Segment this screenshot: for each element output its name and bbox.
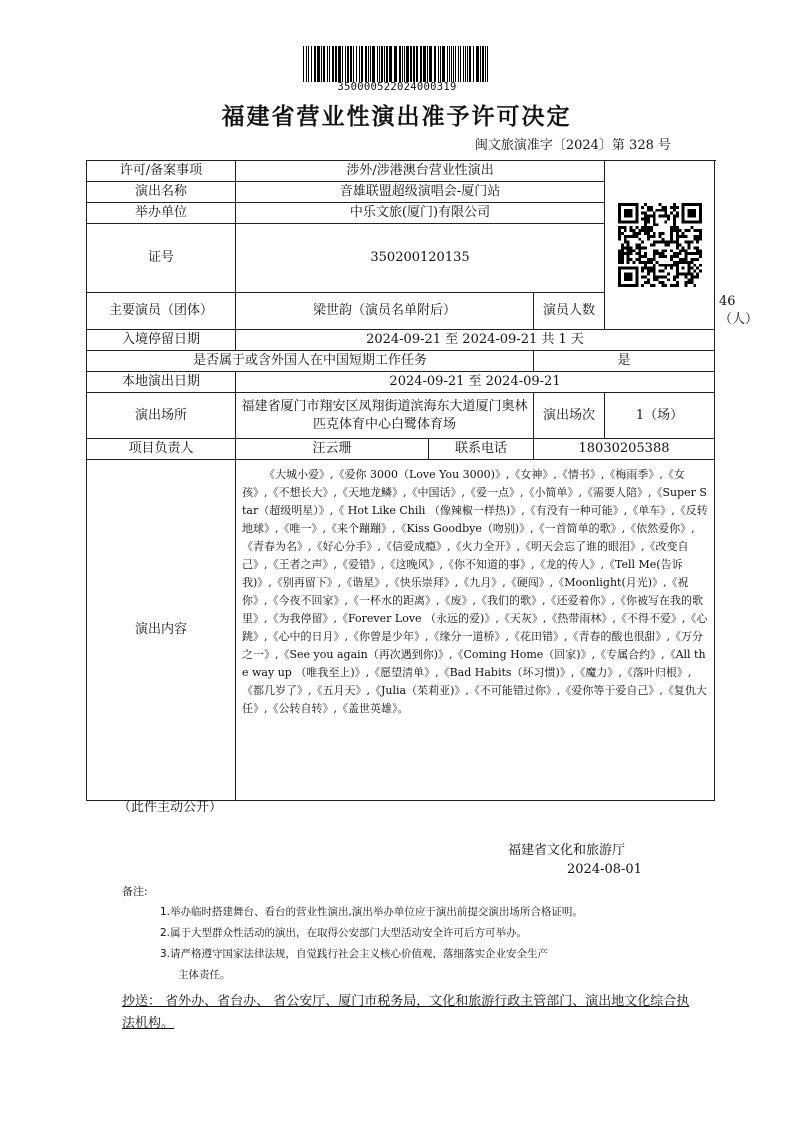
organizer-label: 举办单位 — [87, 203, 236, 224]
sessions-label: 演出场次 — [534, 393, 605, 439]
note-2: 2.属于大型群众性活动的演出，在取得公安部门大型活动安全许可后方可举办。 — [160, 927, 528, 939]
local-dates-label: 本地演出日期 — [87, 372, 236, 393]
issue-date: 2024-08-01 — [567, 862, 642, 877]
note-3: 3.请严格遵守国家法律法规，自觉践行社会主义核心价值观，落细落实企业安全生产 — [160, 948, 549, 960]
venue-label: 演出场所 — [87, 393, 236, 439]
notes-title: 备注: — [122, 885, 148, 898]
phone-label: 联系电话 — [429, 439, 534, 460]
show-name-label: 演出名称 — [87, 182, 236, 203]
cc-recipients: 抄送： 省外办、省台办、 省公安厅、厦门市税务局，文化和旅游行政主管部门、演出地文化综合执法机构。 — [122, 994, 690, 1031]
public-disclosure-note: （此件主动公开） — [118, 800, 223, 815]
barcode — [303, 46, 491, 82]
permit-table: 许可/备案事项 涉外/涉港澳台营业性演出 演出名称 音雄联盟超级演唱会-厦门站 举办单位 中乐文旅(厦门)有限公司 证号 350200120135 主要演员（团体） 梁世韵（演员名单附后） 演员人数 46（人） 入境停留日期 2024-09-21 至 2024-09-21 共 1 天 是否属于或含外国人在中国短期工作任务 是 本地演出日期 2024-09-21 至 2024-09-21 演出场所 福建省厦门市翔安区凤翔街道滨海东大道厦门奥林匹克体育中心白鹭体育场 演出场次 1（场） 项目负责人 汪云珊 联系电话 18030205388 演出内容 《大城小爱》,《爱你 3000（Love You 3000)》,《女神》,《情书》,《梅雨季》,《女孩》,《不想长大》,《天地龙鳞》,《中国话》,《爱一点》,《小简单》,《需要人陪》,《Super Star（超级明星）》,《 Hot Like Chili （像辣椒一样热)》,《有没有一种可能》,《单车》,《反转地球》,《唯一》,《来个蹦蹦》,《Kiss Goodbye（吻别)》,《一首简单的歌》,《依然爱你》,《青春为名》,《好心分手》,《信爱成瘾》,《火力全开》,《明天会忘了谁的眼泪》,《改变自己》,《王者之声》,《爱错》,《这晚风》,《你不知道的事》,《龙的传人》,《Tell Me(告诉我)》,《别再留下》,《谐星》,《快乐崇拜》,《九月》,《硬闯》,《Moonlight(月光)》,《祝你》,《今夜不回家》,《一杯水的距离》,《废》,《我们的歌》,《还爱着你》,《你被写在我的歌里》,《为我停留》,《Forever Love （永远的爱)》,《天灰》,《热带雨林》,《不得不爱》,《心跳》,《心中的日月》,《你曾是少年》,《缘分一道桥》,《花田错》,《青春的酸也很甜》,《万分之一》,《See you again（再次遇到你)》,《Coming Home（回家)》,《专属合约》,《All the way up （唯我至上)》,《愿望清单》,《Bad Habits（坏习惯)》,《魔力》,《落叶归根》,《都几岁了》,《五月天》,《Julia（茱莉亚)》,《不可能错过你》,《爱你等于爱自己》,《复仇大任》,《公转自转》,《盖世英雄》。 — [86, 160, 715, 801]
organizer-value: 中乐文旅(厦门)有限公司 — [236, 203, 605, 224]
document-title: 福建省营业性演出准予许可决定 — [221, 103, 572, 130]
barcode-number: 350000522024000319 — [337, 81, 457, 93]
permit-item-label: 许可/备案事项 — [87, 161, 236, 182]
cert-no-label: 证号 — [87, 224, 236, 293]
cert-no-value: 350200120135 — [236, 224, 605, 293]
manager-value: 汪云珊 — [236, 439, 429, 460]
show-name-value: 音雄联盟超级演唱会-厦门站 — [236, 182, 605, 203]
main-performer-label: 主要演员（团体） — [87, 293, 236, 330]
sessions-value: 1（场） — [605, 393, 715, 439]
entry-dates-label: 入境停留日期 — [87, 330, 236, 351]
document-number: 闽文旅演准字〔2024〕第 328 号 — [474, 138, 671, 153]
issuer: 福建省文化和旅游厅 — [508, 843, 626, 858]
manager-label: 项目负责人 — [87, 439, 236, 460]
permit-item-value: 涉外/涉港澳台营业性演出 — [236, 161, 605, 182]
venue-value: 福建省厦门市翔安区凤翔街道滨海东大道厦门奥林匹克体育中心白鹭体育场 — [236, 393, 534, 439]
entry-dates-value: 2024-09-21 至 2024-09-21 共 1 天 — [236, 330, 715, 351]
qr-code — [618, 203, 702, 287]
qr-code-cell — [605, 161, 715, 330]
note-1: 1.举办临时搭建舞台、看台的营业性演出,演出举办单位应于演出前提交演出场所合格证明。 — [160, 906, 583, 918]
main-performer-value: 梁世韵（演员名单附后） — [236, 293, 534, 330]
content-label: 演出内容 — [87, 460, 236, 801]
note-3-cont: 主体责任。 — [178, 969, 231, 981]
phone-value: 18030205388 — [534, 439, 715, 460]
content-value: 《大城小爱》,《爱你 3000（Love You 3000)》,《女神》,《情书》,《梅雨季》,《女孩》,《不想长大》,《天地龙鳞》,《中国话》,《爱一点》,《小简单》,《需要人陪》,《Super Star（超级明星）》,《 Hot Like Chili （像辣椒一样热)》,《有没有一种可能》,《单车》,《反转地球》,《唯一》,《来个蹦蹦》,《Kiss Goodbye（吻别)》,《一首简单的歌》,《依然爱你》,《青春为名》,《好心分手》,《信爱成瘾》,《火力全开》,《明天会忘了谁的眼泪》,《改变自己》,《王者之声》,《爱错》,《这晚风》,《你不知道的事》,《龙的传人》,《Tell Me(告诉我)》,《别再留下》,《谐星》,《快乐崇拜》,《九月》,《硬闯》,《Moonlight(月光)》,《祝你》,《今夜不回家》,《一杯水的距离》,《废》,《我们的歌》,《还爱着你》,《你被写在我的歌里》,《为我停留》,《Forever Love （永远的爱)》,《天灰》,《热带雨林》,《不得不爱》,《心跳》,《心中的日月》,《你曾是少年》,《缘分一道桥》,《花田错》,《青春的酸也很甜》,《万分之一》,《See you again（再次遇到你)》,《Coming Home（回家)》,《专属合约》,《All the way up （唯我至上)》,《愿望清单》,《Bad Habits（坏习惯)》,《魔力》,《落叶归根》,《都几岁了》,《五月天》,《Julia（茱莉亚)》,《不可能错过你》,《爱你等于爱自己》,《复仇大任》,《公转自转》,《盖世英雄》。 — [236, 460, 715, 801]
foreign-work-label: 是否属于或含外国人在中国短期工作任务 — [87, 351, 534, 372]
local-dates-value: 2024-09-21 至 2024-09-21 — [236, 372, 715, 393]
performer-count-label: 演员人数 — [534, 293, 605, 330]
foreign-work-value: 是 — [534, 351, 715, 372]
